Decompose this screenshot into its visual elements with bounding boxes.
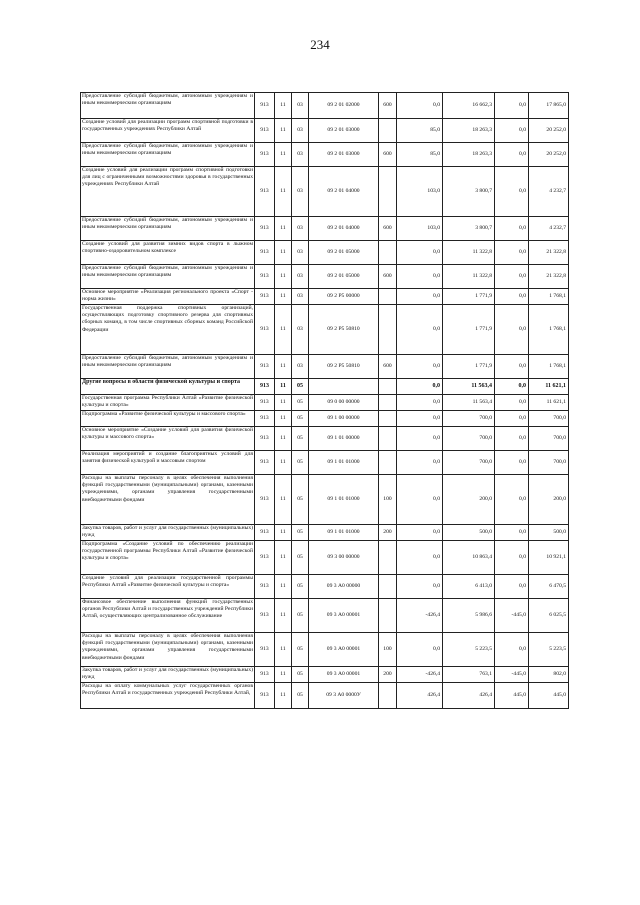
row-vr [379,575,397,599]
row-ved: 913 [255,683,275,709]
row-pr: 05 [292,411,309,427]
row-vr: 600 [379,217,397,241]
row-v2: 1 771,9 [443,355,495,379]
table-row [81,379,569,395]
row-name: Расходы на оплату коммунальных услуг государственных органов Республики Алтай и государственных учреждений Республики Алтай, [81,683,255,709]
row-v3: 0,0 [495,305,529,355]
row-pr: 05 [292,541,309,575]
row-ved: 913 [255,305,275,355]
row-vr: 600 [379,143,397,167]
table-row [81,241,569,265]
row-v2: 700,0 [443,451,495,475]
table-row [81,525,569,541]
row-csr: 09 1 01 01000 [309,525,379,541]
table-row [81,411,569,427]
row-v2: 1 771,9 [443,305,495,355]
row-vr [379,395,397,411]
row-v3: 0,0 [495,167,529,217]
row-v4: 6 470,5 [529,575,569,599]
row-vr: 100 [379,475,397,525]
row-v1: 0,0 [397,305,443,355]
row-rz: 11 [275,119,292,143]
row-csr: 09 1 01 00000 [309,427,379,451]
row-vr [379,119,397,143]
row-name: Основное мероприятие «Создание условий для развития физической культуры и массового спорта» [81,427,255,451]
table-row [81,167,569,217]
row-name: Предоставление субсидий бюджетным, автономным учреждениям и иным некоммерческим организациям [81,143,255,167]
row-v1: 85,0 [397,143,443,167]
table-row [81,143,569,167]
row-pr: 03 [292,241,309,265]
row-rz: 11 [275,355,292,379]
row-v3: 0,0 [495,119,529,143]
row-name: Предоставление субсидий бюджетным, автономным учреждениям и иным некоммерческим организациям [81,355,255,379]
row-rz: 11 [275,241,292,265]
table-row [81,93,569,119]
row-name: Государственная программа Республики Алтай «Развитие физической культуры и спорта» [81,395,255,411]
row-pr: 05 [292,633,309,667]
row-csr: 09 2 01 04000 [309,217,379,241]
row-rz: 11 [275,395,292,411]
table-row [81,119,569,143]
row-name: Другие вопросы в области физической культуры и спорта [81,379,255,395]
row-csr: 09 3 А0 00001 [309,667,379,683]
row-v4: 500,0 [529,525,569,541]
row-v2: 11 322,8 [443,241,495,265]
row-rz: 11 [275,451,292,475]
row-vr [379,167,397,217]
row-v4: 802,0 [529,667,569,683]
row-v4: 21 322,8 [529,241,569,265]
row-v2: 3 800,7 [443,167,495,217]
row-ved: 913 [255,379,275,395]
row-ved: 913 [255,451,275,475]
row-v1: -426,4 [397,599,443,633]
row-csr: 09 2 01 03000 [309,143,379,167]
row-v2: 5 986,6 [443,599,495,633]
row-csr: 09 1 01 01000 [309,451,379,475]
row-ved: 913 [255,475,275,525]
row-ved: 913 [255,633,275,667]
row-v3: 0,0 [495,379,529,395]
row-ved: 913 [255,93,275,119]
row-ved: 913 [255,355,275,379]
row-name: Финансовое обеспечение выполнения функций государственных органов Республики Алтай и государственных учреждений Республики Алтай, осуществляющих централизованное обслуживание [81,599,255,633]
row-name: Реализация мероприятий и создание благоприятных условий для занятия физической культурой и массовым спортом [81,451,255,475]
row-vr [379,599,397,633]
row-v2: 3 800,7 [443,217,495,241]
row-v4: 20 252,0 [529,143,569,167]
row-v2: 700,0 [443,427,495,451]
row-ved: 913 [255,143,275,167]
row-v1: 103,0 [397,217,443,241]
row-v1: 0,0 [397,411,443,427]
row-v2: 11 563,4 [443,379,495,395]
row-pr: 05 [292,667,309,683]
row-v3: 0,0 [495,217,529,241]
row-v4: 700,0 [529,427,569,451]
row-name: Государственная поддержка спортивных организаций, осуществляющих подготовку спортивного резерва для спортивных сборных команд, в том числе спортивных сборных команд Российской Федерации [81,305,255,355]
row-pr: 05 [292,475,309,525]
table-row [81,475,569,525]
row-csr [309,379,379,395]
row-v4: 700,0 [529,451,569,475]
row-v4: 1 768,1 [529,289,569,305]
row-v4: 20 252,0 [529,119,569,143]
table-row [81,633,569,667]
row-name: Закупка товаров, работ и услуг для государственных (муниципальных) нужд [81,667,255,683]
row-v3: 0,0 [495,355,529,379]
row-v1: 0,0 [397,541,443,575]
row-v2: 5 223,5 [443,633,495,667]
row-csr: 09 2 01 05000 [309,265,379,289]
row-vr [379,289,397,305]
row-csr: 09 2 01 03000 [309,119,379,143]
row-name: Создание условий для развития зимних видов спорта в лыжном спортивно-оздоровительном комплексе [81,241,255,265]
row-ved: 913 [255,411,275,427]
row-ved: 913 [255,541,275,575]
row-v4: 445,0 [529,683,569,709]
row-v2: 18 263,3 [443,143,495,167]
row-v4: 21 322,8 [529,265,569,289]
row-pr: 05 [292,451,309,475]
row-v3: -445,0 [495,599,529,633]
row-name: Создание условий для реализации программ спортивной подготовки для лиц с ограниченными возможностями здоровья в государственных учреждениях Республики Алтай [81,167,255,217]
row-v2: 10 863,4 [443,541,495,575]
table-row [81,265,569,289]
table-row [81,599,569,633]
row-csr: 09 2 01 05000 [309,241,379,265]
row-v1: 0,0 [397,633,443,667]
row-v3: 445,0 [495,683,529,709]
row-v1: 0,0 [397,475,443,525]
table-row [81,289,569,305]
row-rz: 11 [275,289,292,305]
row-vr: 200 [379,667,397,683]
row-v3: 0,0 [495,289,529,305]
row-ved: 913 [255,217,275,241]
row-ved: 913 [255,667,275,683]
row-pr: 05 [292,575,309,599]
table-row [81,355,569,379]
row-csr: 09 2 P5 00000 [309,289,379,305]
row-name: Предоставление субсидий бюджетным, автономным учреждениям и иным некоммерческим организациям [81,265,255,289]
row-v2: 763,1 [443,667,495,683]
row-v3: 0,0 [495,411,529,427]
row-ved: 913 [255,289,275,305]
row-ved: 913 [255,265,275,289]
row-csr: 09 2 P5 50810 [309,305,379,355]
row-v2: 426,4 [443,683,495,709]
row-pr: 05 [292,379,309,395]
row-vr: 600 [379,93,397,119]
row-vr [379,541,397,575]
row-name: Подпрограмма «Развитие физической культуры и массового спорта» [81,411,255,427]
row-ved: 913 [255,241,275,265]
row-vr: 100 [379,633,397,667]
row-v4: 17 865,0 [529,93,569,119]
row-pr: 05 [292,427,309,451]
row-pr: 05 [292,525,309,541]
row-v1: -426,4 [397,667,443,683]
table-row [81,427,569,451]
table-row [81,217,569,241]
row-v1: 0,0 [397,379,443,395]
row-v1: 0,0 [397,265,443,289]
row-rz: 11 [275,167,292,217]
row-ved: 913 [255,395,275,411]
row-v3: 0,0 [495,475,529,525]
row-rz: 11 [275,305,292,355]
row-v3: 0,0 [495,427,529,451]
row-name: Подпрограмма «Создание условий по обеспечению реализации государственной программы Республики Алтай «Развитие физической культуры и спорта» [81,541,255,575]
table-row [81,683,569,709]
row-v3: 0,0 [495,143,529,167]
row-v1: 103,0 [397,167,443,217]
row-v2: 18 263,3 [443,119,495,143]
row-ved: 913 [255,119,275,143]
row-pr: 03 [292,119,309,143]
row-vr [379,379,397,395]
table-row [81,667,569,683]
row-rz: 11 [275,541,292,575]
row-rz: 11 [275,633,292,667]
row-rz: 11 [275,411,292,427]
row-v4: 5 223,5 [529,633,569,667]
row-v3: 0,0 [495,541,529,575]
row-v2: 6 413,0 [443,575,495,599]
row-v2: 500,0 [443,525,495,541]
row-v2: 11 322,8 [443,265,495,289]
row-v3: 0,0 [495,241,529,265]
row-pr: 03 [292,167,309,217]
row-rz: 11 [275,265,292,289]
row-v3: 0,0 [495,525,529,541]
table-row [81,395,569,411]
row-vr [379,411,397,427]
row-vr [379,683,397,709]
row-name: Создание условий для реализации программ спортивной подготовки в государственных учреждениях Республики Алтай [81,119,255,143]
row-v3: -445,0 [495,667,529,683]
row-rz: 11 [275,93,292,119]
row-v1: 0,0 [397,525,443,541]
row-pr: 03 [292,305,309,355]
row-pr: 05 [292,599,309,633]
row-pr: 03 [292,265,309,289]
table-body [81,93,569,709]
row-csr: 09 1 00 00000 [309,411,379,427]
row-v4: 4 232,7 [529,167,569,217]
row-v3: 0,0 [495,451,529,475]
row-v3: 0,0 [495,93,529,119]
row-v2: 16 662,3 [443,93,495,119]
row-ved: 913 [255,525,275,541]
row-name: Расходы на выплаты персоналу в целях обеспечения выполнения функций государственными (муниципальными) органами, казенными учреждениями, органами управления государственными внебюджетными фондами [81,633,255,667]
row-v1: 85,0 [397,119,443,143]
row-v1: 0,0 [397,395,443,411]
row-v4: 10 921,1 [529,541,569,575]
row-vr [379,451,397,475]
row-ved: 913 [255,599,275,633]
row-v1: 0,0 [397,289,443,305]
page-number: 234 [310,37,330,52]
row-v1: 0,0 [397,451,443,475]
row-v2: 700,0 [443,411,495,427]
row-rz: 11 [275,379,292,395]
row-pr: 03 [292,143,309,167]
row-csr: 09 3 А0 0000У [309,683,379,709]
row-v4: 11 621,1 [529,379,569,395]
row-pr: 05 [292,683,309,709]
table-row [81,451,569,475]
table-row [81,575,569,599]
row-rz: 11 [275,575,292,599]
row-csr: 09 2 P5 50810 [309,355,379,379]
row-pr: 05 [292,395,309,411]
row-vr: 600 [379,355,397,379]
row-vr: 600 [379,265,397,289]
table-row [81,305,569,355]
row-rz: 11 [275,427,292,451]
row-v2: 11 563,4 [443,395,495,411]
row-rz: 11 [275,667,292,683]
row-v1: 0,0 [397,241,443,265]
row-vr: 200 [379,525,397,541]
row-v1: 0,0 [397,93,443,119]
row-rz: 11 [275,525,292,541]
row-name: Предоставление субсидий бюджетным, автономным учреждениям и иным некоммерческим организациям [81,93,255,119]
row-csr: 09 3 А0 00000 [309,575,379,599]
row-name: Закупка товаров, работ и услуг для государственных (муниципальных) нужд [81,525,255,541]
row-v2: 1 771,9 [443,289,495,305]
row-name: Создание условий для реализации государственной программы Республики Алтай «Развитие физической культуры и спорта» [81,575,255,599]
row-ved: 913 [255,575,275,599]
row-csr: 09 2 01 04000 [309,167,379,217]
row-v4: 4 232,7 [529,217,569,241]
row-pr: 03 [292,93,309,119]
row-v1: 0,0 [397,427,443,451]
row-v1: 426,4 [397,683,443,709]
row-v4: 200,0 [529,475,569,525]
row-name: Расходы на выплаты персоналу в целях обеспечения выполнения функций государственными (муниципальными) органами, казенными учреждениями, органами управления государственными внебюджетными фондами [81,475,255,525]
row-pr: 03 [292,217,309,241]
row-csr: 09 2 01 02000 [309,93,379,119]
row-v2: 200,0 [443,475,495,525]
row-name: Предоставление субсидий бюджетным, автономным учреждениям и иным некоммерческим организациям [81,217,255,241]
row-pr: 03 [292,289,309,305]
row-rz: 11 [275,599,292,633]
row-vr [379,427,397,451]
row-rz: 11 [275,475,292,525]
row-rz: 11 [275,217,292,241]
row-name: Основное мероприятие «Реализация регионального проекта «Спорт - норма жизни» [81,289,255,305]
table-row [81,541,569,575]
row-v4: 6 025,5 [529,599,569,633]
row-ved: 913 [255,427,275,451]
row-v1: 0,0 [397,575,443,599]
row-rz: 11 [275,683,292,709]
row-v4: 11 621,1 [529,395,569,411]
row-v3: 0,0 [495,265,529,289]
row-csr: 09 0 00 00000 [309,395,379,411]
row-v1: 0,0 [397,355,443,379]
row-csr: 09 3 А0 00001 [309,633,379,667]
row-csr: 09 3 00 00000 [309,541,379,575]
row-vr [379,241,397,265]
row-rz: 11 [275,143,292,167]
row-v3: 0,0 [495,633,529,667]
row-v3: 0,0 [495,575,529,599]
row-v4: 1 768,1 [529,305,569,355]
budget-table [80,92,569,709]
row-csr: 09 3 А0 00001 [309,599,379,633]
row-v3: 0,0 [495,395,529,411]
row-vr [379,305,397,355]
row-v4: 1 768,1 [529,355,569,379]
row-csr: 09 1 01 01000 [309,475,379,525]
row-v4: 700,0 [529,411,569,427]
row-pr: 03 [292,355,309,379]
row-ved: 913 [255,167,275,217]
